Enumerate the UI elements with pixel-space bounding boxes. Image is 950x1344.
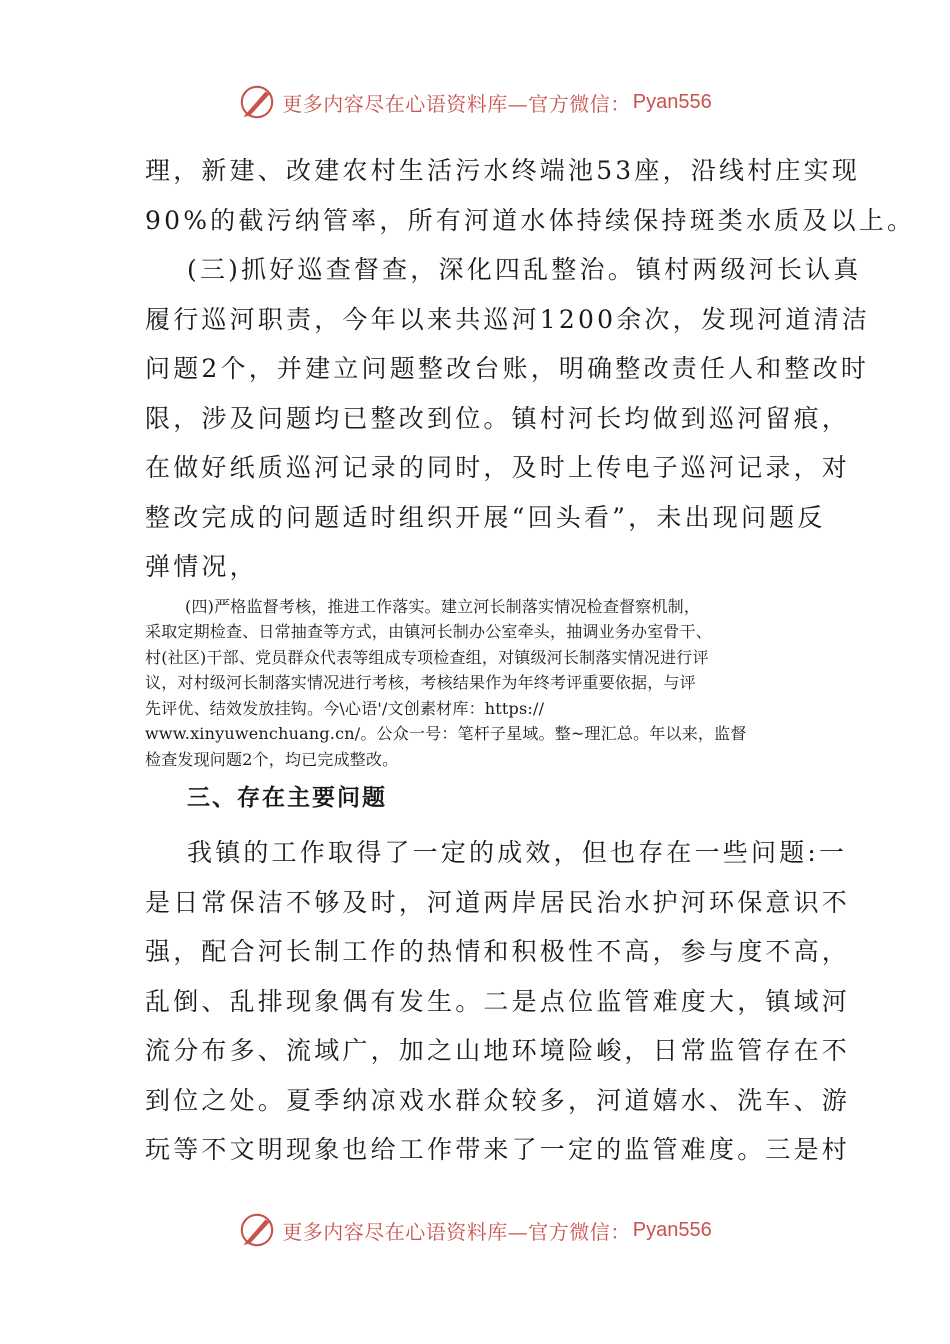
text-line: (四)严格监督考核，推进工作落实。建立河长制落实情况检查督察机制， (185, 596, 701, 616)
watermark-text: 更多内容尽在心语资料库—官方微信： (282, 91, 631, 116)
text-line: 是日常保洁不够及时，河道两岸居民治水护河环保意识不 (145, 887, 851, 917)
text-line: 在做好纸质巡河记录的同时，及时上传电子巡河记录，对 (145, 453, 851, 482)
pen-in-circle-icon (238, 83, 276, 121)
text-line: 弹情况， (145, 552, 258, 581)
document-body (145, 146, 916, 1175)
footer-watermark (0, 1208, 950, 1252)
text-line: 议，对村级河长制落实情况进行考核，考核结果作为年终考评重要依据，与评 (145, 673, 696, 692)
pen-in-circle-icon (238, 1211, 276, 1249)
paragraph-main-problems (145, 828, 851, 1175)
text-line: 流分布多、流域广，加之山地环境险峻，日常监管存在不 (145, 1036, 851, 1065)
text-line: 乱倒、乱排现象偶有发生。二是点位监管难度大，镇域河 (145, 986, 851, 1016)
text-line: 我镇的工作取得了一定的成效，但也存在一些问题:一 (187, 838, 848, 867)
text-line: 采取定期检查、日常抽查等方式，由镇河长制办公室牵头，抽调业务办室骨干、 (145, 622, 713, 641)
text-line: 村(社区)干部、党员群众代表等组成专项检查组，对镇级河长制落实情况进行评 (145, 647, 709, 667)
text-line: 履行巡河职责，今年以来共巡河1200余次，发现河道清洁 (145, 304, 871, 334)
text-line: 理，新建、改建农村生活污水终端池53座，沿线村庄实现 (145, 156, 861, 185)
text-line: www.xinyuwenchuang.cn/。公众一号：笔杆子星域。整~理汇总。年以来，监督 (145, 724, 747, 743)
text-line: (三)抓好巡查督查，深化四乱整治。镇村两级河长认真 (187, 255, 862, 284)
paragraph-river-sewage (145, 146, 916, 245)
text-line: 检查发现问题2个，均已完成整改。 (145, 749, 399, 769)
text-line: 问题2个，并建立问题整改台账，明确整改责任人和整改时 (145, 354, 870, 383)
section-heading: 三、存在主要问题 (187, 784, 387, 811)
text-line: 到位之处。夏季纳凉戏水群众较多，河道嬉水、洗车、游 (145, 1085, 851, 1115)
watermark-handle: Pyan556 (632, 1218, 712, 1241)
text-line: 限，涉及问题均已整改到位。镇村河长均做到巡河留痕， (145, 403, 851, 433)
text-line: 整改完成的问题适时组织开展“回头看”，未出现问题反 (145, 502, 826, 532)
text-line: 强，配合河长制工作的热情和积极性不高，参与度不高， (145, 937, 851, 966)
paragraph-patrol-inspection (145, 245, 871, 592)
text-line: 玩等不文明现象也给工作带来了一定的监管难度。三是村 (145, 1135, 851, 1164)
text-line: 90%的截污纳管率，所有河道水体持续保持斑类水质及以上。 (145, 205, 916, 235)
header-watermark (0, 80, 950, 124)
watermark-text: 更多内容尽在心语资料库—官方微信： (282, 1219, 631, 1244)
paragraph-supervision-assessment (145, 594, 825, 773)
text-line: 先评优、结效发放挂钩。今\心语'/文创素材库：https:// (145, 698, 545, 718)
watermark-handle: Pyan556 (632, 90, 712, 113)
